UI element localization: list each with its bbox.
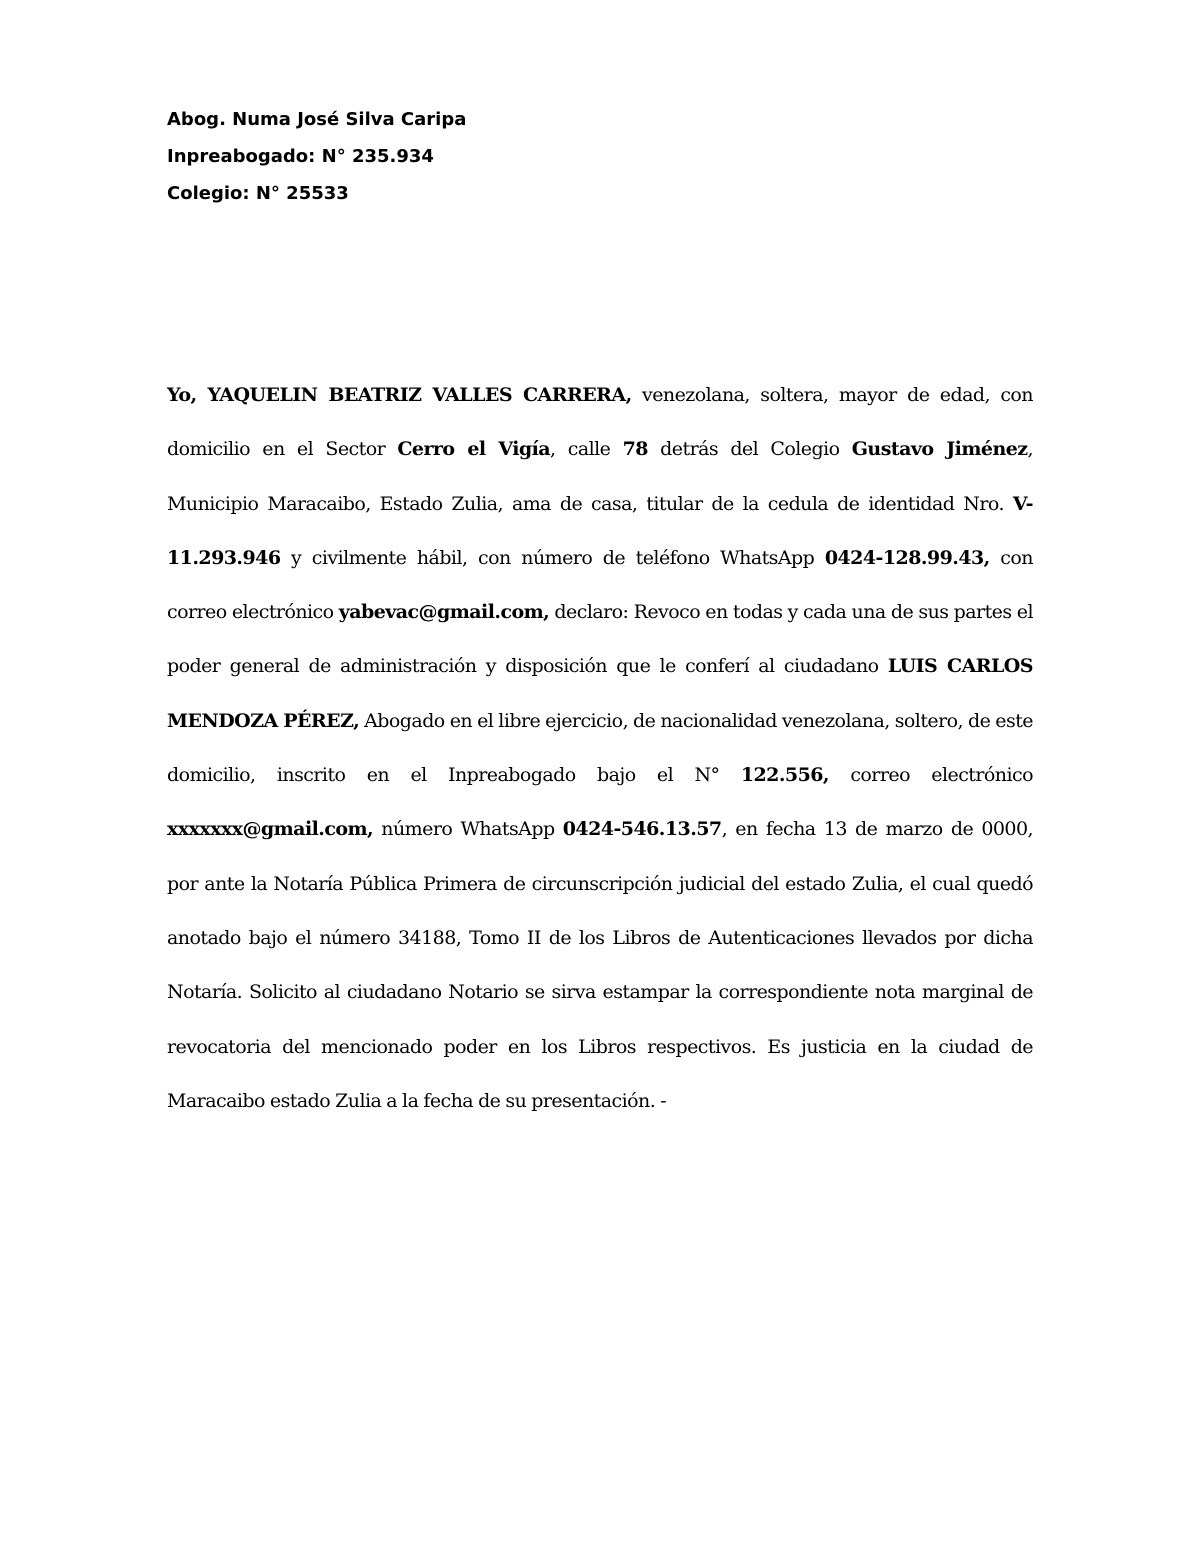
declarant-phone: 0424-128.99.43,: [824, 546, 990, 569]
paragraph-text: correo electrónico: [829, 764, 1033, 787]
attorney-phone: 0424-546.13.57: [562, 818, 722, 841]
id-number: V-11.293.946: [167, 492, 1033, 569]
street-number: 78: [622, 438, 648, 461]
school-name: Gustavo Jiménez: [851, 438, 1028, 461]
paragraph-text: con correo electrónico: [167, 546, 1033, 624]
sector-name: Cerro el Vigía: [397, 438, 551, 461]
paragraph-text: venezolana, soltera, mayor de edad, con domicilio en el Sector: [167, 384, 1033, 461]
inpreabogado-number: Inpreabogado: N° 235.934: [167, 146, 434, 167]
declarant-email: yabevac@gmail.com,: [338, 601, 550, 624]
attorney-email: xxxxxxx@gmail.com,: [167, 818, 374, 841]
lawyer-name: Abog. Numa José Silva Caripa: [167, 109, 467, 130]
paragraph-text: , en fecha 13 de marzo de 0000, por ante la Notaría Pública Primera de circunscripción judicial del estado Zulia, el cual quedó anotado bajo el número 34188, Tomo II de los Libros de Autenticaciones llevados por dicha Notaría. Solicito al ciudadano Notario se sirva estampar la correspondiente nota marginal de revocatoria del mencionado poder en los Libros respectivos. Es justicia en la ciudad de Maracaibo estado Zulia a la fecha de su presentación. -: [167, 818, 1033, 1112]
attorney-name: LUIS CARLOS MENDOZA PÉREZ,: [167, 655, 1033, 732]
paragraph-text: , calle: [550, 438, 623, 461]
declarant-name: Yo, YAQUELIN BEATRIZ VALLES CARRERA,: [167, 384, 632, 406]
paragraph-text: declaro: Revoco en todas y cada una de sus partes el poder general de administración y disposición que le conferí al ciudadano: [167, 601, 1033, 678]
colegio-number: Colegio: N° 25533: [167, 183, 349, 204]
paragraph-text: número WhatsApp: [373, 818, 563, 841]
letterhead: [167, 101, 466, 212]
paragraph-text: detrás del Colegio: [647, 438, 852, 461]
revocation-paragraph: [167, 368, 1033, 1128]
paragraph-text: Abogado en el libre ejercicio, de nacionalidad venezolana, soltero, de este domicilio, inscrito en el Inpreabogado bajo el N°: [167, 709, 1033, 787]
attorney-inpreabogado: 122.556,: [740, 764, 829, 787]
paragraph-text: , Municipio Maracaibo, Estado Zulia, ama de casa, titular de la cedula de identidad Nro.: [167, 438, 1033, 515]
paragraph-text: y civilmente hábil, con número de teléfono WhatsApp: [280, 546, 825, 569]
